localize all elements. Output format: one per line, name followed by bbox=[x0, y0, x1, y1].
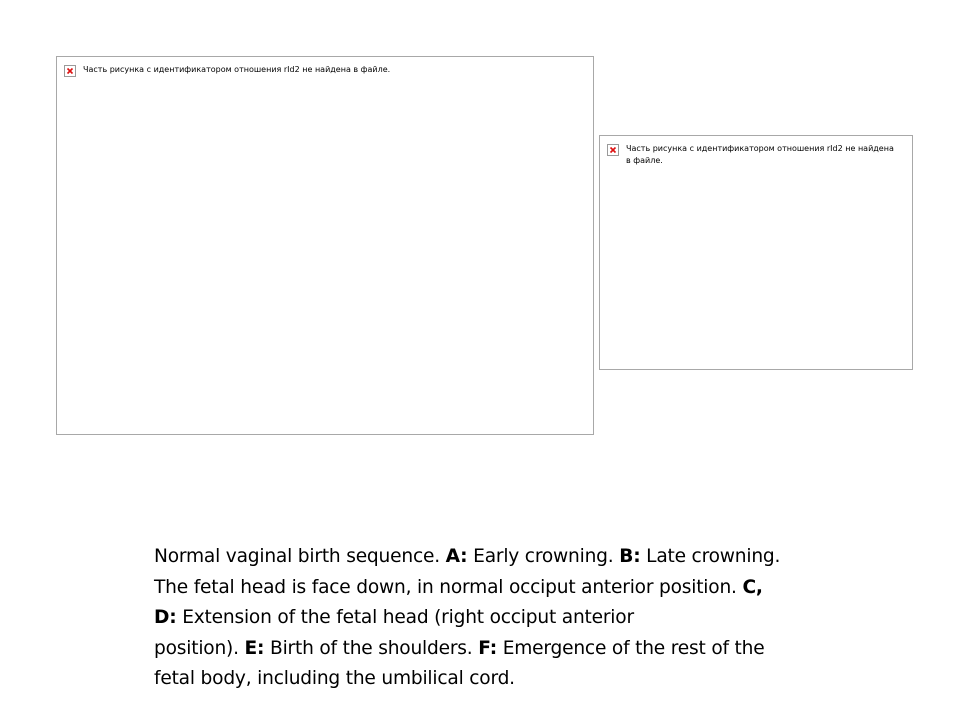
caption-label-d: D: bbox=[154, 607, 177, 629]
caption-text-b: Late crowning. bbox=[646, 546, 781, 567]
broken-image-icon bbox=[64, 65, 76, 77]
broken-image-icon bbox=[607, 144, 619, 156]
caption-text-f: Emergence of the rest of the bbox=[502, 637, 765, 659]
caption-label-f: F: bbox=[478, 637, 497, 659]
caption-label-c: C, bbox=[742, 576, 763, 598]
caption-line-4 bbox=[154, 634, 834, 665]
caption-lead: Normal vaginal birth sequence. bbox=[154, 546, 440, 567]
caption-text-e: Birth of the shoulders. bbox=[270, 637, 473, 659]
caption-text-f-cont: fetal body, including the umbilical cord. bbox=[154, 668, 515, 690]
caption-label-a: A: bbox=[445, 546, 468, 567]
caption-text-cd: Extension of the fetal head (right occiput anterior bbox=[182, 607, 634, 629]
figure-caption bbox=[154, 542, 834, 695]
caption-text-cd-cont: position). bbox=[154, 637, 239, 659]
caption-text-a: Early crowning. bbox=[473, 546, 614, 567]
caption-line-5 bbox=[154, 664, 834, 695]
missing-image-placeholder-1 bbox=[56, 56, 594, 435]
caption-line-3 bbox=[154, 603, 834, 634]
missing-image-message: Часть рисунка с идентификатором отношения rId2 не найдена в файле. bbox=[626, 144, 894, 165]
caption-line-2 bbox=[154, 573, 834, 604]
missing-image-message: Часть рисунка с идентификатором отношения rId2 не найдена в файле. bbox=[83, 65, 391, 74]
missing-image-placeholder-2 bbox=[599, 135, 913, 370]
caption-text-b-cont: The fetal head is face down, in normal occiput anterior position. bbox=[154, 576, 737, 598]
caption-label-b: B: bbox=[619, 546, 641, 567]
caption-line-1 bbox=[154, 542, 834, 573]
caption-label-e: E: bbox=[244, 637, 265, 659]
